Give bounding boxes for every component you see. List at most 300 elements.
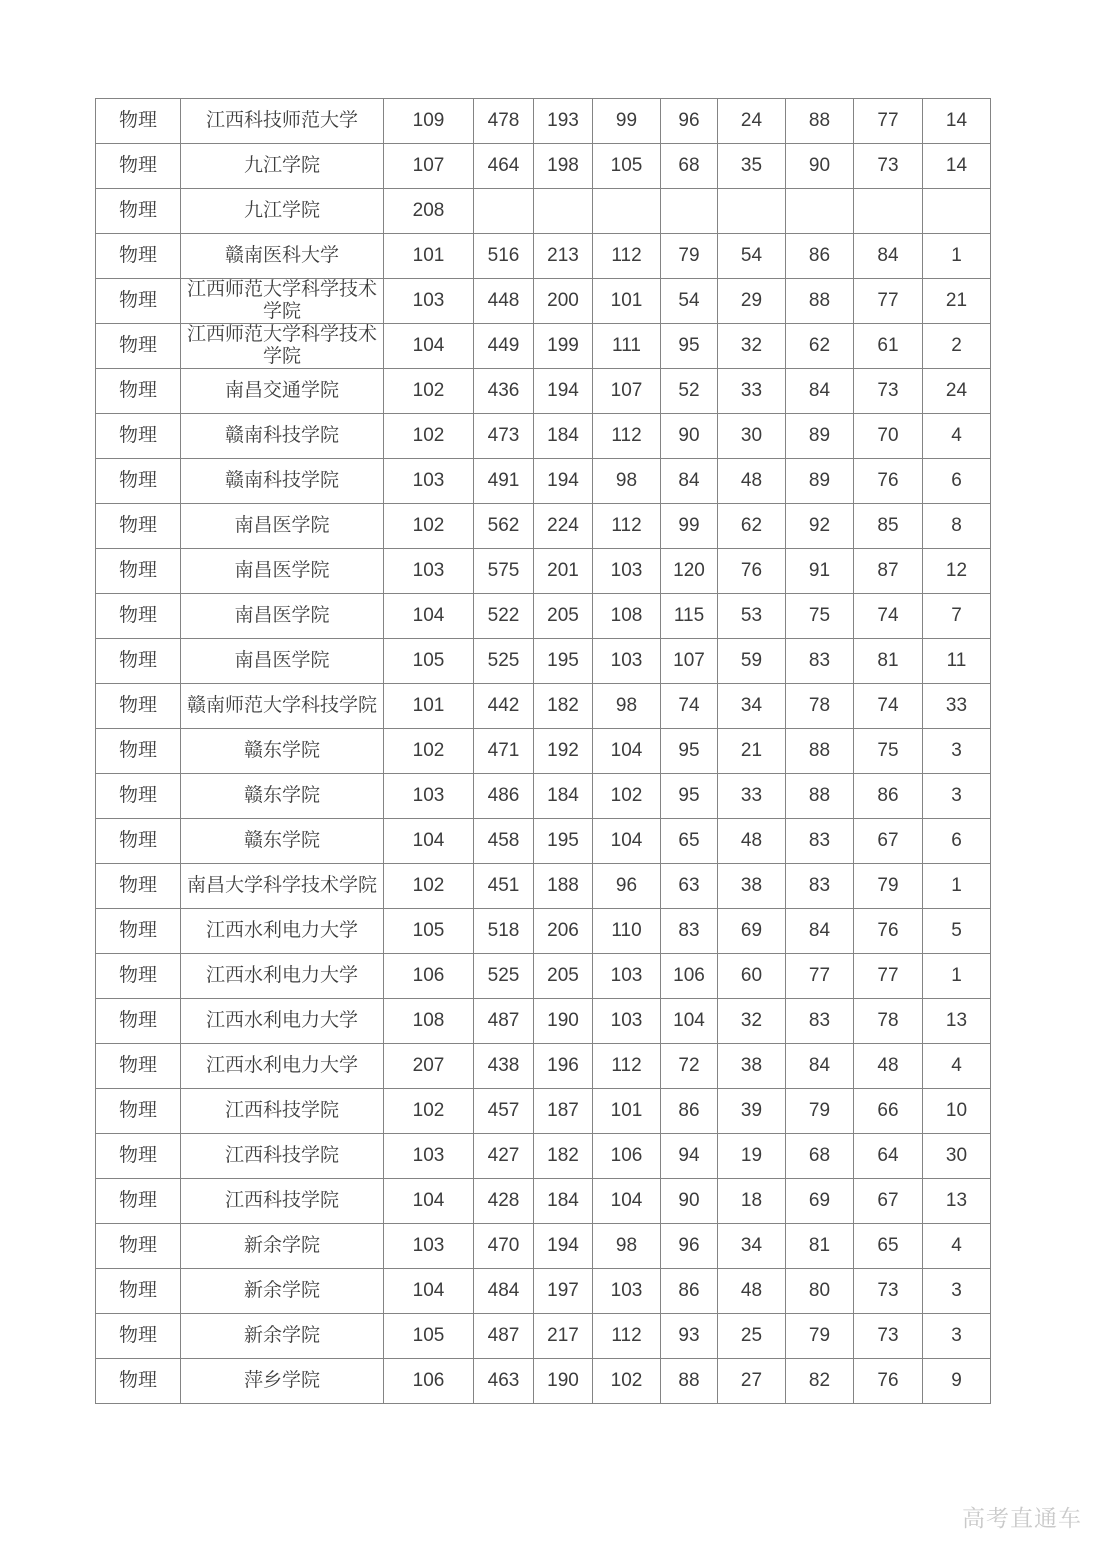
cell-score: 85 bbox=[854, 504, 923, 549]
cell-score: 1 bbox=[923, 864, 991, 909]
cell-subject: 物理 bbox=[96, 954, 181, 999]
cell-score: 86 bbox=[854, 774, 923, 819]
cell-score: 89 bbox=[786, 414, 854, 459]
cell-score: 112 bbox=[593, 234, 661, 279]
cell-school: 赣东学院 bbox=[181, 819, 384, 864]
cell-score: 205 bbox=[534, 594, 593, 639]
cell-score: 190 bbox=[534, 999, 593, 1044]
cell-score: 48 bbox=[718, 459, 786, 504]
cell-score: 187 bbox=[534, 1089, 593, 1134]
cell-score: 79 bbox=[854, 864, 923, 909]
cell-score: 4 bbox=[923, 1224, 991, 1269]
cell-score: 458 bbox=[474, 819, 534, 864]
cell-score: 86 bbox=[786, 234, 854, 279]
cell-score: 62 bbox=[718, 504, 786, 549]
cell-score: 217 bbox=[534, 1314, 593, 1359]
cell-score: 575 bbox=[474, 549, 534, 594]
cell-score: 195 bbox=[534, 819, 593, 864]
cell-score: 24 bbox=[718, 99, 786, 144]
table-row bbox=[96, 639, 991, 684]
cell-score: 90 bbox=[661, 414, 718, 459]
cell-score: 79 bbox=[786, 1089, 854, 1134]
cell-score: 86 bbox=[661, 1269, 718, 1314]
cell-score: 73 bbox=[854, 1314, 923, 1359]
cell-score: 182 bbox=[534, 1134, 593, 1179]
cell-score: 83 bbox=[786, 639, 854, 684]
cell-subject: 物理 bbox=[96, 864, 181, 909]
cell-score: 103 bbox=[384, 1134, 474, 1179]
cell-subject: 物理 bbox=[96, 1224, 181, 1269]
cell-score: 194 bbox=[534, 1224, 593, 1269]
cell-score: 21 bbox=[923, 279, 991, 324]
cell-score: 442 bbox=[474, 684, 534, 729]
cell-score: 197 bbox=[534, 1269, 593, 1314]
cell-score: 6 bbox=[923, 459, 991, 504]
cell-score: 106 bbox=[593, 1134, 661, 1179]
cell-subject: 物理 bbox=[96, 684, 181, 729]
cell-score: 75 bbox=[854, 729, 923, 774]
cell-score: 74 bbox=[854, 684, 923, 729]
cell-score: 192 bbox=[534, 729, 593, 774]
cell-score: 76 bbox=[854, 909, 923, 954]
cell-score: 83 bbox=[786, 999, 854, 1044]
cell-score: 81 bbox=[854, 639, 923, 684]
cell-score: 213 bbox=[534, 234, 593, 279]
cell-score: 67 bbox=[854, 819, 923, 864]
cell-score: 105 bbox=[384, 639, 474, 684]
cell-score: 4 bbox=[923, 414, 991, 459]
cell-school: 江西科技学院 bbox=[181, 1089, 384, 1134]
cell-score: 38 bbox=[718, 1044, 786, 1089]
cell-score: 103 bbox=[384, 279, 474, 324]
cell-score: 54 bbox=[718, 234, 786, 279]
cell-score: 1 bbox=[923, 234, 991, 279]
cell-score: 52 bbox=[661, 369, 718, 414]
cell-score: 449 bbox=[474, 324, 534, 369]
cell-score: 105 bbox=[384, 909, 474, 954]
cell-score bbox=[923, 189, 991, 234]
cell-school: 新余学院 bbox=[181, 1224, 384, 1269]
cell-school: 江西科技师范大学 bbox=[181, 99, 384, 144]
cell-subject: 物理 bbox=[96, 369, 181, 414]
cell-score: 61 bbox=[854, 324, 923, 369]
cell-score: 102 bbox=[384, 414, 474, 459]
cell-school: 九江学院 bbox=[181, 144, 384, 189]
cell-score: 194 bbox=[534, 369, 593, 414]
cell-score: 48 bbox=[718, 819, 786, 864]
cell-score: 112 bbox=[593, 1314, 661, 1359]
cell-score: 88 bbox=[786, 729, 854, 774]
table-row bbox=[96, 729, 991, 774]
cell-score: 14 bbox=[923, 144, 991, 189]
scores-table-body bbox=[96, 99, 991, 1404]
cell-subject: 物理 bbox=[96, 999, 181, 1044]
table-row bbox=[96, 1044, 991, 1089]
cell-score: 18 bbox=[718, 1179, 786, 1224]
cell-score: 34 bbox=[718, 1224, 786, 1269]
cell-score: 72 bbox=[661, 1044, 718, 1089]
cell-score: 107 bbox=[593, 369, 661, 414]
cell-school: 新余学院 bbox=[181, 1269, 384, 1314]
cell-score: 81 bbox=[786, 1224, 854, 1269]
cell-score: 19 bbox=[718, 1134, 786, 1179]
cell-score: 102 bbox=[384, 369, 474, 414]
cell-score: 34 bbox=[718, 684, 786, 729]
cell-score: 484 bbox=[474, 1269, 534, 1314]
cell-score: 428 bbox=[474, 1179, 534, 1224]
table-row bbox=[96, 594, 991, 639]
cell-score: 103 bbox=[593, 954, 661, 999]
cell-school: 赣东学院 bbox=[181, 774, 384, 819]
cell-score bbox=[661, 189, 718, 234]
cell-subject: 物理 bbox=[96, 1314, 181, 1359]
cell-score: 99 bbox=[661, 504, 718, 549]
cell-school: 江西水利电力大学 bbox=[181, 909, 384, 954]
cell-school: 赣南科技学院 bbox=[181, 459, 384, 504]
cell-school: 江西水利电力大学 bbox=[181, 954, 384, 999]
table-row bbox=[96, 459, 991, 504]
cell-subject: 物理 bbox=[96, 1179, 181, 1224]
cell-score: 95 bbox=[661, 774, 718, 819]
watermark-text: 高考直通车 bbox=[962, 1505, 1082, 1531]
cell-score: 82 bbox=[786, 1359, 854, 1404]
cell-score: 103 bbox=[593, 549, 661, 594]
cell-subject: 物理 bbox=[96, 774, 181, 819]
cell-subject: 物理 bbox=[96, 99, 181, 144]
cell-score: 112 bbox=[593, 414, 661, 459]
cell-score: 525 bbox=[474, 954, 534, 999]
cell-score: 84 bbox=[786, 909, 854, 954]
cell-score: 24 bbox=[923, 369, 991, 414]
cell-score: 198 bbox=[534, 144, 593, 189]
cell-school: 赣南医科大学 bbox=[181, 234, 384, 279]
cell-score: 103 bbox=[384, 1224, 474, 1269]
cell-score: 188 bbox=[534, 864, 593, 909]
cell-score: 62 bbox=[786, 324, 854, 369]
cell-subject: 物理 bbox=[96, 144, 181, 189]
table-row bbox=[96, 1179, 991, 1224]
cell-school: 江西水利电力大学 bbox=[181, 1044, 384, 1089]
cell-score: 88 bbox=[661, 1359, 718, 1404]
cell-score: 463 bbox=[474, 1359, 534, 1404]
cell-score: 76 bbox=[854, 459, 923, 504]
cell-score: 64 bbox=[854, 1134, 923, 1179]
cell-subject: 物理 bbox=[96, 459, 181, 504]
cell-score: 73 bbox=[854, 1269, 923, 1314]
cell-score: 96 bbox=[661, 99, 718, 144]
cell-score: 29 bbox=[718, 279, 786, 324]
cell-subject: 物理 bbox=[96, 549, 181, 594]
cell-score: 78 bbox=[786, 684, 854, 729]
cell-school: 南昌交通学院 bbox=[181, 369, 384, 414]
cell-score: 32 bbox=[718, 324, 786, 369]
cell-score: 77 bbox=[854, 99, 923, 144]
table-row bbox=[96, 954, 991, 999]
table-row bbox=[96, 504, 991, 549]
cell-score: 13 bbox=[923, 1179, 991, 1224]
cell-score: 464 bbox=[474, 144, 534, 189]
cell-score: 473 bbox=[474, 414, 534, 459]
cell-score: 101 bbox=[384, 684, 474, 729]
cell-score: 562 bbox=[474, 504, 534, 549]
cell-score: 53 bbox=[718, 594, 786, 639]
cell-score: 65 bbox=[854, 1224, 923, 1269]
cell-score: 77 bbox=[854, 954, 923, 999]
cell-score: 96 bbox=[593, 864, 661, 909]
cell-score: 33 bbox=[718, 369, 786, 414]
cell-score: 84 bbox=[661, 459, 718, 504]
cell-score: 59 bbox=[718, 639, 786, 684]
cell-school: 萍乡学院 bbox=[181, 1359, 384, 1404]
cell-score: 104 bbox=[593, 1179, 661, 1224]
cell-score: 79 bbox=[661, 234, 718, 279]
scores-table bbox=[95, 98, 991, 1404]
cell-score: 104 bbox=[661, 999, 718, 1044]
cell-score: 6 bbox=[923, 819, 991, 864]
cell-score: 104 bbox=[384, 819, 474, 864]
cell-school: 江西科技学院 bbox=[181, 1179, 384, 1224]
cell-score: 79 bbox=[786, 1314, 854, 1359]
table-row bbox=[96, 144, 991, 189]
cell-score: 427 bbox=[474, 1134, 534, 1179]
cell-score: 68 bbox=[661, 144, 718, 189]
cell-score: 83 bbox=[786, 864, 854, 909]
cell-score bbox=[593, 189, 661, 234]
cell-score: 112 bbox=[593, 504, 661, 549]
cell-subject: 物理 bbox=[96, 819, 181, 864]
table-row bbox=[96, 279, 991, 324]
cell-score: 111 bbox=[593, 324, 661, 369]
table-row bbox=[96, 684, 991, 729]
cell-score: 14 bbox=[923, 99, 991, 144]
cell-subject: 物理 bbox=[96, 1359, 181, 1404]
cell-score: 106 bbox=[384, 1359, 474, 1404]
cell-score: 471 bbox=[474, 729, 534, 774]
table-row bbox=[96, 864, 991, 909]
cell-score: 436 bbox=[474, 369, 534, 414]
cell-score: 35 bbox=[718, 144, 786, 189]
cell-score: 54 bbox=[661, 279, 718, 324]
cell-score: 88 bbox=[786, 774, 854, 819]
cell-score: 101 bbox=[384, 234, 474, 279]
cell-score: 120 bbox=[661, 549, 718, 594]
cell-score: 90 bbox=[786, 144, 854, 189]
cell-school: 南昌大学科学技术学院 bbox=[181, 864, 384, 909]
table-row bbox=[96, 819, 991, 864]
cell-school: 南昌医学院 bbox=[181, 549, 384, 594]
cell-score: 438 bbox=[474, 1044, 534, 1089]
cell-score: 3 bbox=[923, 729, 991, 774]
cell-score: 98 bbox=[593, 1224, 661, 1269]
cell-score: 107 bbox=[384, 144, 474, 189]
cell-score: 3 bbox=[923, 774, 991, 819]
cell-score: 208 bbox=[384, 189, 474, 234]
cell-score: 87 bbox=[854, 549, 923, 594]
table-row bbox=[96, 999, 991, 1044]
cell-score: 107 bbox=[661, 639, 718, 684]
cell-subject: 物理 bbox=[96, 1269, 181, 1314]
cell-school: 新余学院 bbox=[181, 1314, 384, 1359]
cell-score: 89 bbox=[786, 459, 854, 504]
table-row bbox=[96, 414, 991, 459]
cell-score: 98 bbox=[593, 684, 661, 729]
cell-score: 77 bbox=[786, 954, 854, 999]
cell-score: 470 bbox=[474, 1224, 534, 1269]
cell-subject: 物理 bbox=[96, 594, 181, 639]
cell-score: 60 bbox=[718, 954, 786, 999]
table-row bbox=[96, 324, 991, 369]
cell-score: 10 bbox=[923, 1089, 991, 1134]
cell-score: 184 bbox=[534, 774, 593, 819]
cell-score: 30 bbox=[923, 1134, 991, 1179]
cell-school: 江西师范大学科学技术学院 bbox=[181, 324, 384, 369]
cell-score: 103 bbox=[593, 639, 661, 684]
cell-score: 102 bbox=[384, 1089, 474, 1134]
cell-score: 201 bbox=[534, 549, 593, 594]
cell-score: 30 bbox=[718, 414, 786, 459]
cell-score: 487 bbox=[474, 999, 534, 1044]
cell-score: 199 bbox=[534, 324, 593, 369]
cell-score: 103 bbox=[593, 999, 661, 1044]
table-row bbox=[96, 909, 991, 954]
cell-score: 75 bbox=[786, 594, 854, 639]
table-row bbox=[96, 549, 991, 594]
cell-score: 93 bbox=[661, 1314, 718, 1359]
cell-score: 95 bbox=[661, 324, 718, 369]
cell-score: 104 bbox=[384, 1269, 474, 1314]
cell-score: 32 bbox=[718, 999, 786, 1044]
cell-score: 76 bbox=[718, 549, 786, 594]
cell-score: 33 bbox=[923, 684, 991, 729]
cell-score: 102 bbox=[384, 729, 474, 774]
cell-score: 518 bbox=[474, 909, 534, 954]
cell-score: 95 bbox=[661, 729, 718, 774]
cell-score: 478 bbox=[474, 99, 534, 144]
cell-subject: 物理 bbox=[96, 189, 181, 234]
cell-score: 77 bbox=[854, 279, 923, 324]
cell-score: 5 bbox=[923, 909, 991, 954]
cell-score: 109 bbox=[384, 99, 474, 144]
cell-school: 南昌医学院 bbox=[181, 504, 384, 549]
cell-score: 516 bbox=[474, 234, 534, 279]
cell-score: 1 bbox=[923, 954, 991, 999]
cell-score: 3 bbox=[923, 1314, 991, 1359]
cell-school: 江西水利电力大学 bbox=[181, 999, 384, 1044]
cell-score: 69 bbox=[786, 1179, 854, 1224]
cell-score: 110 bbox=[593, 909, 661, 954]
cell-score: 104 bbox=[593, 819, 661, 864]
cell-subject: 物理 bbox=[96, 414, 181, 459]
cell-score: 103 bbox=[384, 774, 474, 819]
cell-score: 68 bbox=[786, 1134, 854, 1179]
cell-score: 66 bbox=[854, 1089, 923, 1134]
cell-score: 525 bbox=[474, 639, 534, 684]
cell-score: 84 bbox=[786, 369, 854, 414]
table-row bbox=[96, 189, 991, 234]
cell-score bbox=[786, 189, 854, 234]
cell-subject: 物理 bbox=[96, 729, 181, 774]
cell-score: 13 bbox=[923, 999, 991, 1044]
table-row bbox=[96, 369, 991, 414]
cell-score: 104 bbox=[384, 324, 474, 369]
table-row bbox=[96, 1269, 991, 1314]
cell-score: 102 bbox=[384, 504, 474, 549]
cell-score: 193 bbox=[534, 99, 593, 144]
cell-school: 江西科技学院 bbox=[181, 1134, 384, 1179]
cell-score: 69 bbox=[718, 909, 786, 954]
cell-score: 112 bbox=[593, 1044, 661, 1089]
cell-score: 207 bbox=[384, 1044, 474, 1089]
table-row bbox=[96, 234, 991, 279]
cell-school: 赣南师范大学科技学院 bbox=[181, 684, 384, 729]
cell-school: 江西师范大学科学技术学院 bbox=[181, 279, 384, 324]
cell-score: 9 bbox=[923, 1359, 991, 1404]
cell-score: 86 bbox=[661, 1089, 718, 1134]
cell-score: 102 bbox=[593, 774, 661, 819]
cell-score bbox=[534, 189, 593, 234]
cell-score: 104 bbox=[384, 594, 474, 639]
cell-score: 101 bbox=[593, 279, 661, 324]
cell-score: 99 bbox=[593, 99, 661, 144]
cell-score: 11 bbox=[923, 639, 991, 684]
cell-school: 九江学院 bbox=[181, 189, 384, 234]
cell-score bbox=[474, 189, 534, 234]
cell-score: 102 bbox=[593, 1359, 661, 1404]
cell-score: 27 bbox=[718, 1359, 786, 1404]
cell-score: 92 bbox=[786, 504, 854, 549]
cell-score: 80 bbox=[786, 1269, 854, 1314]
cell-score: 115 bbox=[661, 594, 718, 639]
cell-score: 83 bbox=[661, 909, 718, 954]
cell-score: 74 bbox=[661, 684, 718, 729]
cell-score: 25 bbox=[718, 1314, 786, 1359]
cell-score: 206 bbox=[534, 909, 593, 954]
cell-score: 108 bbox=[593, 594, 661, 639]
cell-score: 105 bbox=[384, 1314, 474, 1359]
cell-score: 103 bbox=[384, 549, 474, 594]
cell-score: 4 bbox=[923, 1044, 991, 1089]
cell-score: 70 bbox=[854, 414, 923, 459]
cell-score: 184 bbox=[534, 1179, 593, 1224]
cell-score: 78 bbox=[854, 999, 923, 1044]
cell-score: 84 bbox=[854, 234, 923, 279]
table-row bbox=[96, 1224, 991, 1269]
cell-score: 2 bbox=[923, 324, 991, 369]
cell-score: 94 bbox=[661, 1134, 718, 1179]
cell-score: 205 bbox=[534, 954, 593, 999]
cell-subject: 物理 bbox=[96, 639, 181, 684]
cell-score: 76 bbox=[854, 1359, 923, 1404]
cell-score: 200 bbox=[534, 279, 593, 324]
cell-subject: 物理 bbox=[96, 1089, 181, 1134]
cell-score: 104 bbox=[384, 1179, 474, 1224]
cell-subject: 物理 bbox=[96, 324, 181, 369]
cell-score: 224 bbox=[534, 504, 593, 549]
cell-score: 83 bbox=[786, 819, 854, 864]
cell-score: 182 bbox=[534, 684, 593, 729]
cell-subject: 物理 bbox=[96, 279, 181, 324]
cell-score: 65 bbox=[661, 819, 718, 864]
cell-school: 南昌医学院 bbox=[181, 639, 384, 684]
cell-score: 491 bbox=[474, 459, 534, 504]
cell-score: 39 bbox=[718, 1089, 786, 1134]
cell-score: 105 bbox=[593, 144, 661, 189]
cell-score: 106 bbox=[661, 954, 718, 999]
table-row bbox=[96, 99, 991, 144]
cell-score: 3 bbox=[923, 1269, 991, 1314]
cell-score: 184 bbox=[534, 414, 593, 459]
cell-score: 88 bbox=[786, 99, 854, 144]
